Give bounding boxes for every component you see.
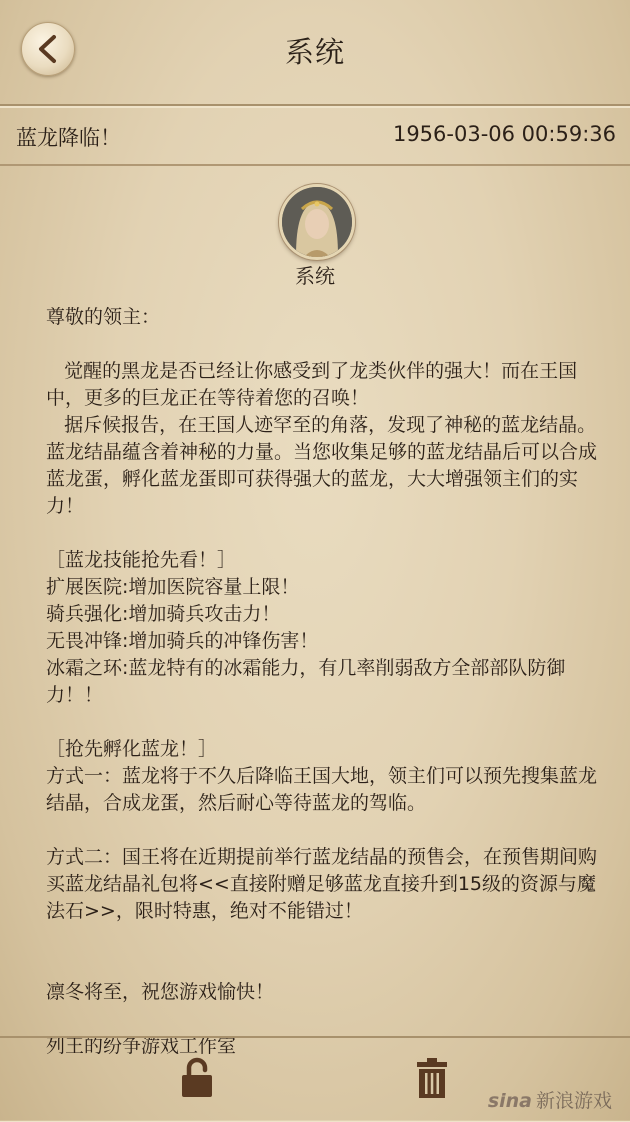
sender-avatar <box>279 184 355 260</box>
lock-button[interactable] <box>180 1057 214 1099</box>
mail-info-bar <box>0 106 630 166</box>
watermark-text: 新浪游戏 <box>535 1090 612 1112</box>
sender-name: 系统 <box>295 264 335 288</box>
watermark <box>488 1086 612 1113</box>
mail-subject: 蓝龙降临！ <box>16 126 121 150</box>
page-title: 系统 <box>284 35 345 69</box>
header-bar <box>0 0 630 106</box>
mail-body: 尊敬的领主： 觉醒的黑龙是否已经让你感受到了龙类伙伴的强大！而在王国中，更多的巨龙正在等待着您的召唤！ 据斥候报告，在王国人迹罕至的角落，发现了神秘的蓝龙结晶。蓝龙结晶蕴含着神秘的力量。当您收集足够的蓝龙结晶后可以合成蓝龙蛋，孵化蓝龙蛋即可获得强大的蓝龙，大大增强领主们的实力！ ［蓝龙技能抢先看！］ 扩展医院:增加医院容量上限！ 骑兵强化:增加骑兵攻击力！ 无畏冲锋:增加骑兵的冲锋伤害！ 冰霜之环:蓝龙特有的冰霜能力，有几率削弱敌方全部部队防御力！！ ［抢先孵化蓝龙！］ 方式一：蓝龙将于不久后降临王国大地，领主们可以预先搜集蓝龙结晶，合成龙蛋，然后耐心等待蓝龙的驾临。 方式二：国王将在近期提前举行蓝龙结晶的预售会，在预售期间购买蓝龙结晶礼包将<<直接附赠足够蓝龙直接升到15级的资源与魔法石>>，限时特惠，绝对不能错过！ 凛冬将至，祝您游戏愉快！ 列王的纷争游戏工作室 <box>46 306 598 1057</box>
mail-datetime: 1956-03-06 00:59:36 <box>392 122 616 146</box>
trash-icon <box>416 1057 448 1099</box>
lock-icon <box>180 1057 214 1099</box>
delete-button[interactable] <box>416 1057 448 1099</box>
sina-logo: sina <box>487 1090 532 1112</box>
